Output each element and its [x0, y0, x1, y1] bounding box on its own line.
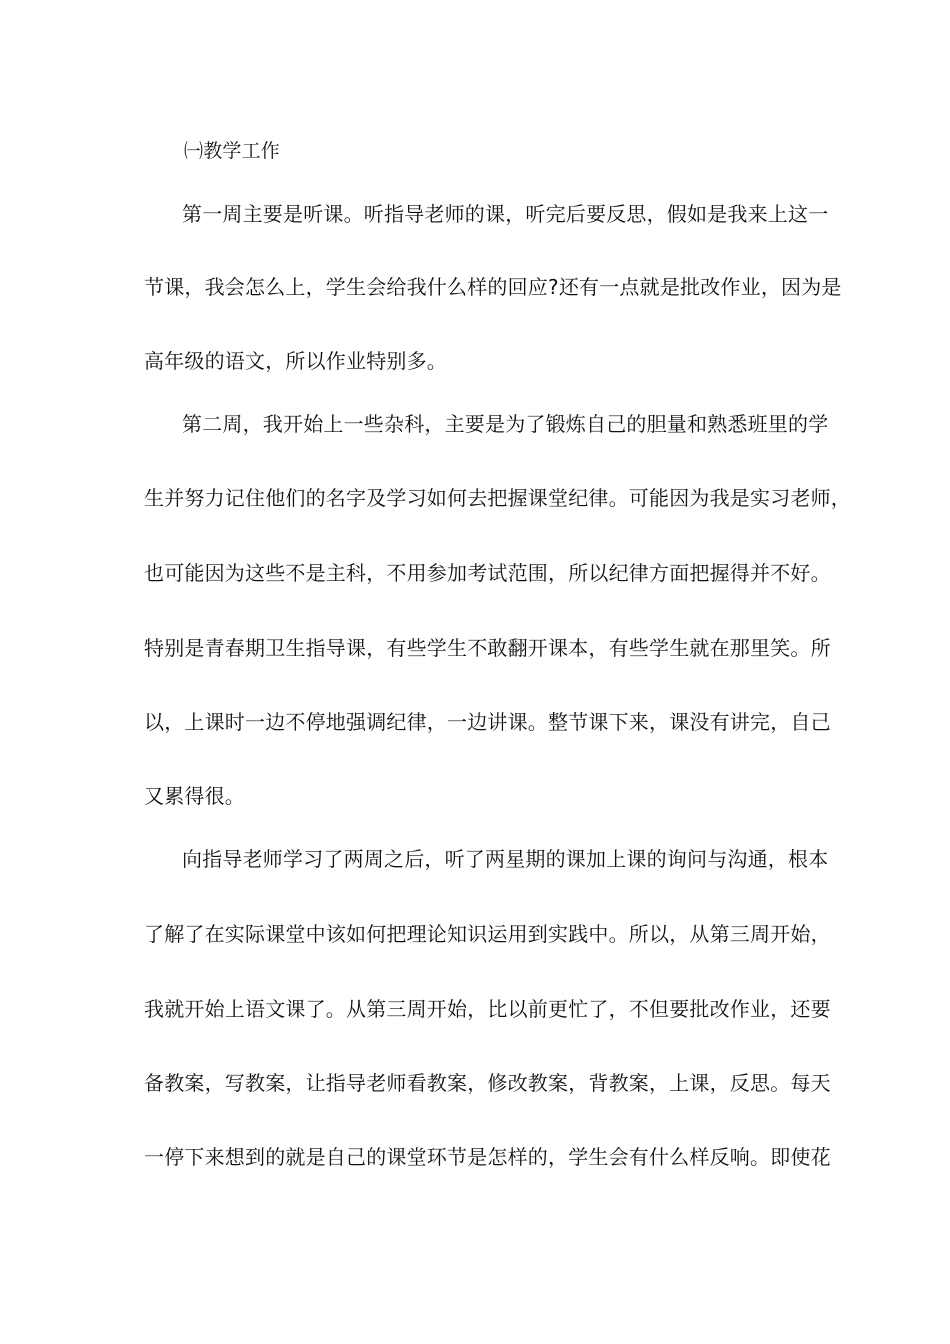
- paragraph-3-line-3: 我就开始上语文课了。从第三周开始，比以前更忙了，不但要批改作业，还要: [144, 997, 831, 1021]
- section-heading: ㈠教学工作: [184, 140, 281, 162]
- paragraph-3-line-1: 向指导老师学习了两周之后，听了两星期的课加上课的询问与沟通，根本: [182, 847, 829, 871]
- paragraph-2-line-4: 特别是青春期卫生指导课，有些学生不敢翻开课本，有些学生就在那里笑。所: [144, 636, 831, 660]
- paragraph-2-line-6: 又累得很。: [144, 784, 245, 808]
- paragraph-1-line-1: 第一周主要是听课。听指导老师的课，听完后要反思，假如是我来上这一: [182, 202, 829, 226]
- paragraph-1-line-3: 高年级的语文，所以作业特别多。: [144, 349, 447, 373]
- paragraph-2-line-5: 以，上课时一边不停地强调纪律，一边讲课。整节课下来，课没有讲完，自己: [144, 710, 831, 734]
- paragraph-3-line-2: 了解了在实际课堂中该如何把理论知识运用到实践中。所以，从第三周开始，: [144, 922, 831, 946]
- paragraph-2-line-1: 第二周，我开始上一些杂科，主要是为了锻炼自己的胆量和熟悉班里的学: [182, 412, 829, 436]
- paragraph-2-line-2: 生并努力记住他们的名字及学习如何去把握课堂纪律。可能因为我是实习老师，: [144, 486, 851, 510]
- paragraph-2-line-3: 也可能因为这些不是主科，不用参加考试范围，所以纪律方面把握得并不好。: [144, 561, 831, 585]
- paragraph-3-line-5: 一停下来想到的就是自己的课堂环节是怎样的，学生会有什么样反响。即使花: [144, 1145, 831, 1169]
- paragraph-1-line-2: 节课，我会怎么上，学生会给我什么样的回应?还有一点就是批改作业，因为是: [144, 275, 842, 299]
- paragraph-3-line-4: 备教案，写教案，让指导老师看教案，修改教案，背教案，上课，反思。每天: [144, 1071, 831, 1095]
